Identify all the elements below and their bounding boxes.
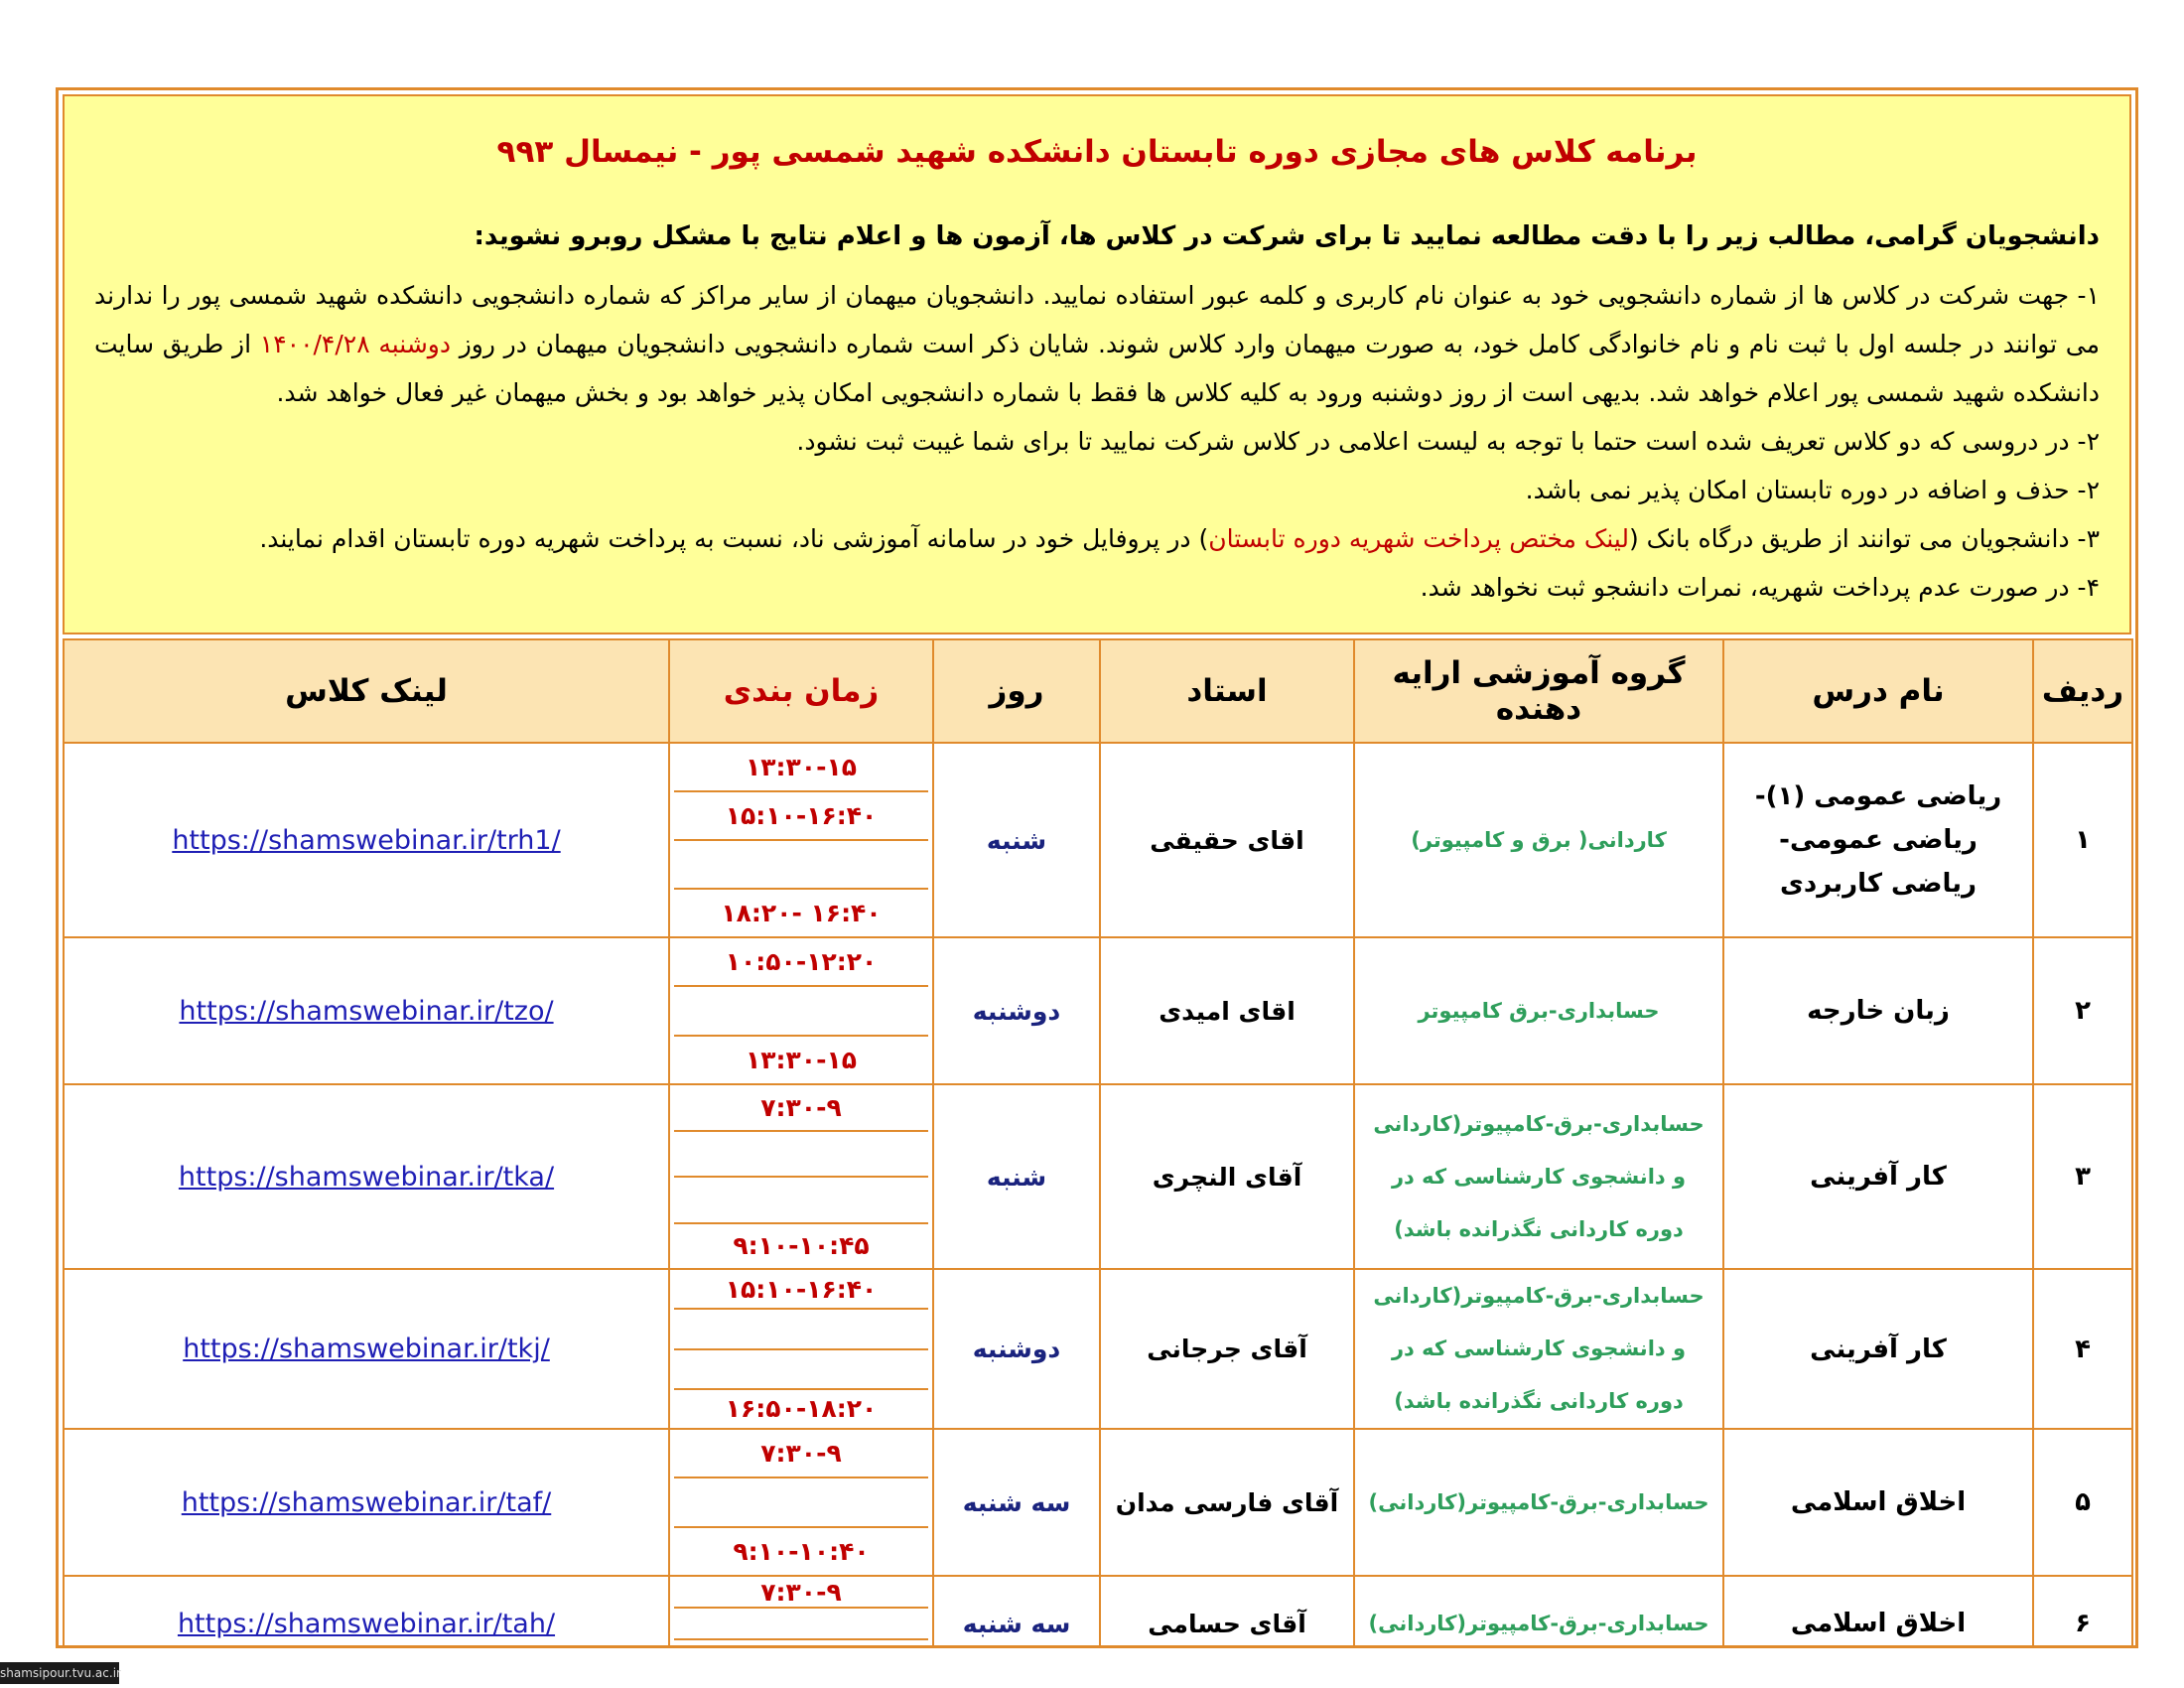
header-group: گروه آموزشی ارایه دهنده	[1354, 639, 1723, 743]
class-day: سه شنبه	[933, 1576, 1100, 1648]
time-slot: ۱۳:۳۰-۱۵	[674, 744, 928, 792]
class-day: شنبه	[933, 1084, 1100, 1269]
teacher-name: آقای النچری	[1100, 1084, 1354, 1269]
time-slot	[674, 1178, 928, 1224]
class-day: شنبه	[933, 743, 1100, 937]
teacher-name: اقای حقیقی	[1100, 743, 1354, 937]
time-slot: ۹:۱۰-۱۰:۴۰	[733, 1536, 870, 1566]
course-group: حسابداری-برق-کامپیوتر(کاردانی و دانشجوی کارشناسی که در دوره کاردانی نگذرانده باشد)	[1354, 1084, 1723, 1269]
course-group: حسابداری-برق-کامپیوتر(کاردانی)	[1354, 1429, 1723, 1576]
time-slot-list	[670, 1577, 932, 1648]
course-group: کاردانی( برق و کامپیوتر)	[1354, 743, 1723, 937]
time-slots	[669, 743, 933, 937]
teacher-name: آقای جرجانی	[1100, 1269, 1354, 1429]
row-number: ۲	[2033, 937, 2132, 1084]
table-row	[64, 1269, 2132, 1429]
class-link-cell	[64, 743, 669, 937]
header-teacher: استاد	[1100, 639, 1354, 743]
notice-item-3-text: ۳- دانشجویان می توانند از طریق درگاه بانک (	[1628, 524, 2100, 553]
class-link[interactable]: https://shamswebinar.ir/tka/	[178, 1161, 555, 1193]
class-link[interactable]: https://shamswebinar.ir/tkj/	[183, 1334, 550, 1364]
notice-intro: دانشجویان گرامی، مطالب زیر را با دقت مطالعه نمایید تا برای شرکت در کلاس ها، آزمون ها و اعلام نتایج با مشکل روبرو نشوید:	[474, 221, 2100, 251]
time-slot: ۱۳:۳۰-۱۵	[746, 1045, 857, 1074]
row-number: ۱	[2033, 743, 2132, 937]
time-slot-list	[670, 1270, 932, 1428]
notice-item-1-date: دوشنبه ۱۴۰۰/۴/۲۸	[259, 330, 451, 358]
tuition-payment-link[interactable]: لینک مختص پرداخت شهریه دوره تابستان	[1208, 524, 1629, 553]
time-slot: ۷:۳۰-۹	[674, 1430, 928, 1478]
teacher-name: اقای امیدی	[1100, 937, 1354, 1084]
table-row	[64, 937, 2132, 1084]
time-slots	[669, 1429, 933, 1576]
time-slot	[674, 1350, 928, 1390]
table-header-row	[64, 639, 2132, 743]
class-link[interactable]: https://shamswebinar.ir/trh1/	[172, 824, 561, 856]
time-slot-list	[670, 744, 932, 936]
header-course: نام درس	[1723, 639, 2033, 743]
time-slots	[669, 1576, 933, 1648]
time-slots	[669, 1084, 933, 1269]
course-name: ریاضی عمومی (۱)-ریاضی عمومی-ریاضی کاربردی	[1723, 743, 2033, 937]
time-slot	[674, 1609, 928, 1640]
notice-item-2b: ۲- حذف و اضافه در دوره تابستان امکان پذیر نمی باشد.	[1525, 476, 2100, 504]
time-slot	[674, 841, 928, 890]
class-link-cell	[64, 1269, 669, 1429]
time-slot	[674, 1478, 928, 1527]
class-link-cell	[64, 1576, 669, 1648]
time-slot: ۱۰:۵۰-۱۲:۲۰	[674, 938, 928, 987]
notice-items	[94, 271, 2100, 612]
row-number: ۳	[2033, 1084, 2132, 1269]
time-slot: ۱۵:۱۰-۱۶:۴۰	[674, 1270, 928, 1310]
course-name: کار آفرینی	[1723, 1269, 2033, 1429]
schedule-sheet	[56, 87, 2138, 1648]
time-slot: ۱۶:۵۰-۱۸:۲۰	[725, 1394, 878, 1424]
time-slot-list	[670, 938, 932, 1083]
time-slot: ۷:۳۰-۹	[674, 1085, 928, 1132]
notice-item-1-text-b: از طریق سایت دانشکده شهید شمسی پور اعلام خواهد شد. بدیهی است از روز دوشنبه ورود به کلیه کلاس ها فقط با شماره دانشجویی امکان پذیر خواهد بود و بخش میهمان غیر فعال خواهد شد.	[94, 330, 2100, 407]
page-title: برنامه کلاس های مجازی دوره تابستان دانشکده شهید شمسی پور - نیمسال ۹۹۳	[496, 134, 1698, 170]
notice-item-1-text: ۱- جهت شرکت در کلاس ها از شماره دانشجویی خود به عنوان نام کاربری و کلمه عبور استفاده نمایید. دانشجویان میهمان از سایر مراکز که شماره دانشجویی دانشکده شهید شمسی پور را ندارند می توانند در جلسه اول با ثبت نام و نام خانوادگی کامل خود، به صورت میهمان وارد کلاس شوند. شایان ذکر است شماره دانشجویی دانشجویان میهمان در روز	[94, 281, 2101, 358]
time-slots	[669, 937, 933, 1084]
row-number: ۶	[2033, 1576, 2132, 1648]
class-link-cell	[64, 1084, 669, 1269]
class-link[interactable]: https://shamswebinar.ir/taf/	[181, 1486, 552, 1518]
header-row-number: ردیف	[2033, 639, 2132, 743]
notice-item-3	[94, 514, 2100, 563]
class-link-cell	[64, 937, 669, 1084]
course-group: حسابداری-برق-کامپیوتر(کاردانی و دانشجوی کارشناسی که در دوره کاردانی نگذرانده باشد)	[1354, 1269, 1723, 1429]
table-row	[64, 1576, 2132, 1648]
site-logo: shamsipour.tvu.ac.ir	[0, 1662, 119, 1684]
time-slot: ۹:۱۰-۱۰:۴۵	[733, 1231, 870, 1261]
notice-item-3-text-b: ) در پروفایل خود در سامانه آموزشی ناد، نسبت به پرداخت شهریه دوره تابستان اقدام نمایند.	[259, 524, 1209, 553]
time-slot	[674, 1640, 928, 1648]
header-time: زمان بندی	[669, 639, 933, 743]
course-group: حسابداری-برق-کامپیوتر(کاردانی)	[1354, 1576, 1723, 1648]
class-day: سه شنبه	[933, 1429, 1100, 1576]
class-link[interactable]: https://shamswebinar.ir/tzo/	[179, 995, 554, 1027]
row-number: ۵	[2033, 1429, 2132, 1576]
header-link: لینک کلاس	[64, 639, 669, 743]
course-name: زبان خارجه	[1723, 937, 2033, 1084]
course-group: حسابداری-برق کامپیوتر	[1354, 937, 1723, 1084]
time-slot	[674, 987, 928, 1036]
time-slot-list	[670, 1085, 932, 1268]
course-name: اخلاق اسلامی	[1723, 1429, 2033, 1576]
header-day: روز	[933, 639, 1100, 743]
time-slot: ۱۶:۴۰ -۱۸:۲۰	[721, 899, 882, 927]
table-row	[64, 743, 2132, 937]
table-row	[64, 1429, 2132, 1576]
table-row	[64, 1084, 2132, 1269]
class-day: دوشنبه	[933, 1269, 1100, 1429]
notice-item-1	[94, 271, 2100, 417]
class-link[interactable]: https://shamswebinar.ir/tah/	[177, 1608, 556, 1639]
course-name: کار آفرینی	[1723, 1084, 2033, 1269]
teacher-name: آقای حسامی	[1100, 1576, 1354, 1648]
notice-item-4: ۴- در صورت عدم پرداخت شهریه، نمرات دانشجو ثبت نخواهد شد.	[1420, 573, 2100, 602]
row-number: ۴	[2033, 1269, 2132, 1429]
time-slot-list	[670, 1430, 932, 1575]
course-name: اخلاق اسلامی	[1723, 1576, 2033, 1648]
class-day: دوشنبه	[933, 937, 1100, 1084]
time-slot	[674, 1132, 928, 1179]
time-slots	[669, 1269, 933, 1429]
class-link-cell	[64, 1429, 669, 1576]
time-slot: ۱۵:۱۰-۱۶:۴۰	[674, 792, 928, 841]
notice-box	[63, 94, 2131, 634]
schedule-table	[63, 638, 2133, 1648]
notice-item-2: ۲- در دروسی که دو کلاس تعریف شده است حتما با توجه به لیست اعلامی در کلاس شرکت نمایید تا برای شما غیبت ثبت نشود.	[796, 427, 2100, 456]
time-slot: ۷:۳۰-۹	[674, 1577, 928, 1609]
teacher-name: آقای فارسی مدان	[1100, 1429, 1354, 1576]
time-slot	[674, 1310, 928, 1349]
